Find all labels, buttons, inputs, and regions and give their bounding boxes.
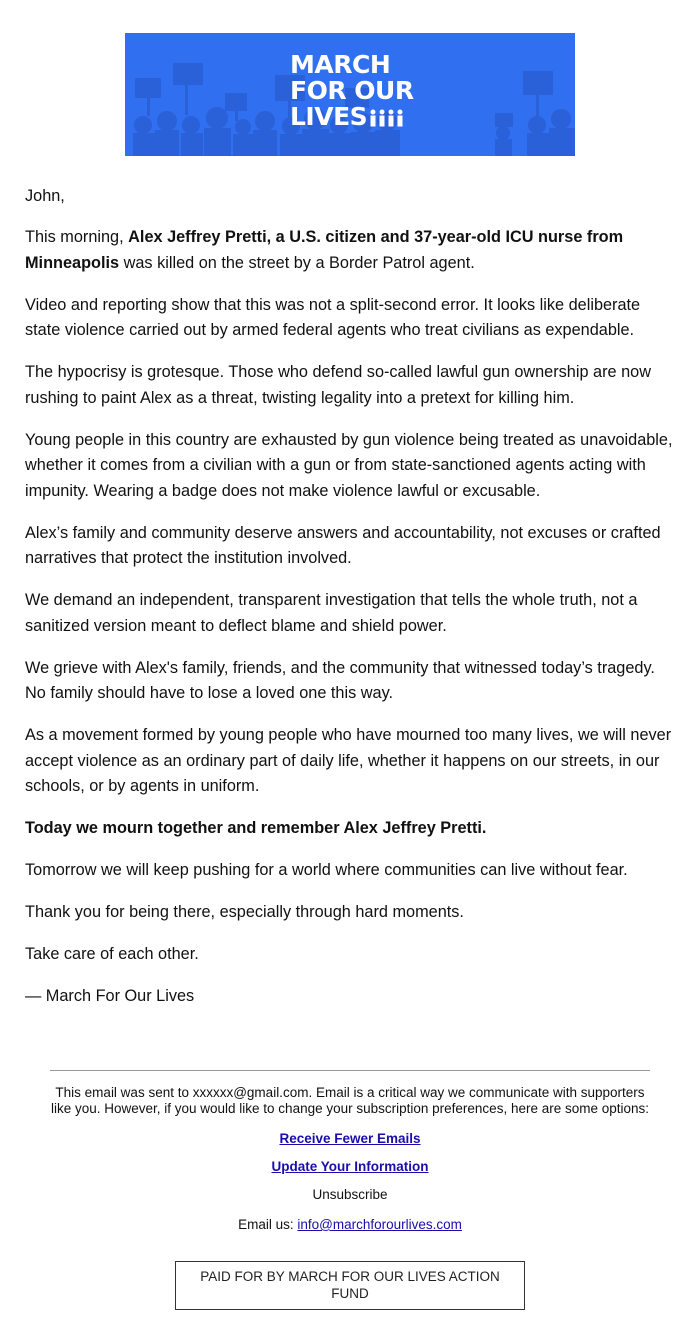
paragraph-2: Video and reporting show that this was not a split-second error. It looks like deliberate state violence carried out by armed federal agents who treat civilians as expendable. bbox=[25, 295, 641, 339]
signature: — March For Our Lives bbox=[25, 987, 195, 1005]
paragraph-10: Tomorrow we will keep pushing for a world where communities can live without fear. bbox=[25, 861, 628, 879]
paragraph-4: Young people in this country are exhausted by gun violence being treated as unavoidable, whether it comes from a civilian with a gun or from state-sanctioned agents acting with impunity. Wearing a badge does not make violence lawful or excusable. bbox=[25, 430, 673, 500]
unsubscribe-link[interactable]: Unsubscribe bbox=[312, 1187, 388, 1202]
p1-lead: This morning, bbox=[25, 228, 129, 246]
logo-line-2: FOR OUR bbox=[290, 76, 414, 105]
march-for-our-lives-logo[interactable] bbox=[290, 52, 414, 130]
fewer-emails-row bbox=[50, 1131, 650, 1147]
paragraph-7: We grieve with Alex's family, friends, and the community that witnessed today’s tragedy. No family should have to lose a loved one this way. bbox=[25, 658, 655, 702]
receive-fewer-emails-link[interactable]: Receive Fewer Emails bbox=[279, 1131, 421, 1146]
paragraph-3: The hypocrisy is grotesque. Those who defend so-called lawful gun ownership are now rushing to paint Alex as a threat, twisting legality into a pretext for killing him. bbox=[25, 363, 651, 407]
footer-notice: This email was sent to xxxxxx@gmail.com. Email is a critical way we communicate with supporters like you. However, if you would like to change your subscription preferences, here are some options: bbox=[50, 1085, 650, 1116]
email-us-link[interactable]: info@marchforourlives.com bbox=[297, 1217, 462, 1232]
greeting: John, bbox=[25, 187, 65, 205]
p1-tail: was killed on the street by a Border Patrol agent. bbox=[119, 253, 475, 272]
update-info-row bbox=[50, 1159, 650, 1175]
paid-for-disclaimer: PAID FOR BY MARCH FOR OUR LIVES ACTION FUND bbox=[175, 1261, 525, 1310]
paragraph-1 bbox=[25, 225, 675, 276]
logo-line-3-text: LIVES bbox=[290, 102, 368, 131]
footer-divider bbox=[50, 1070, 650, 1071]
people-figures-icon bbox=[369, 109, 405, 127]
email-us-row bbox=[50, 1217, 650, 1233]
email-us-label: Email us: bbox=[238, 1217, 298, 1232]
logo-line-3 bbox=[290, 104, 414, 130]
paragraph-9 bbox=[25, 816, 675, 842]
paragraph-11: Thank you for being there, especially through hard moments. bbox=[25, 903, 464, 921]
paragraph-8: As a movement formed by young people who have mourned too many lives, we will never accept violence as an ordinary part of daily life, whether it happens on our streets, in our schools, or by agents in uniform. bbox=[25, 726, 672, 795]
email-body bbox=[25, 184, 675, 1026]
paragraph-5: Alex’s family and community deserve answers and accountability, not excuses or crafted narratives that protect the institution involved. bbox=[25, 523, 661, 567]
logo-line-1: MARCH bbox=[290, 50, 391, 79]
paragraph-12: Take care of each other. bbox=[25, 945, 199, 963]
p9-bold: Today we mourn together and remember Alex Jeffrey Pretti. bbox=[25, 819, 487, 837]
paragraph-6: We demand an independent, transparent investigation that tells the whole truth, not a sanitized version meant to deflect blame and shield power. bbox=[25, 591, 638, 635]
update-your-information-link[interactable]: Update Your Information bbox=[271, 1159, 429, 1174]
email-footer bbox=[50, 1085, 650, 1233]
p1-bold: Alex Jeffrey Pretti, a U.S. citizen and 37-year-old ICU nurse from Minneapolis bbox=[25, 228, 624, 272]
